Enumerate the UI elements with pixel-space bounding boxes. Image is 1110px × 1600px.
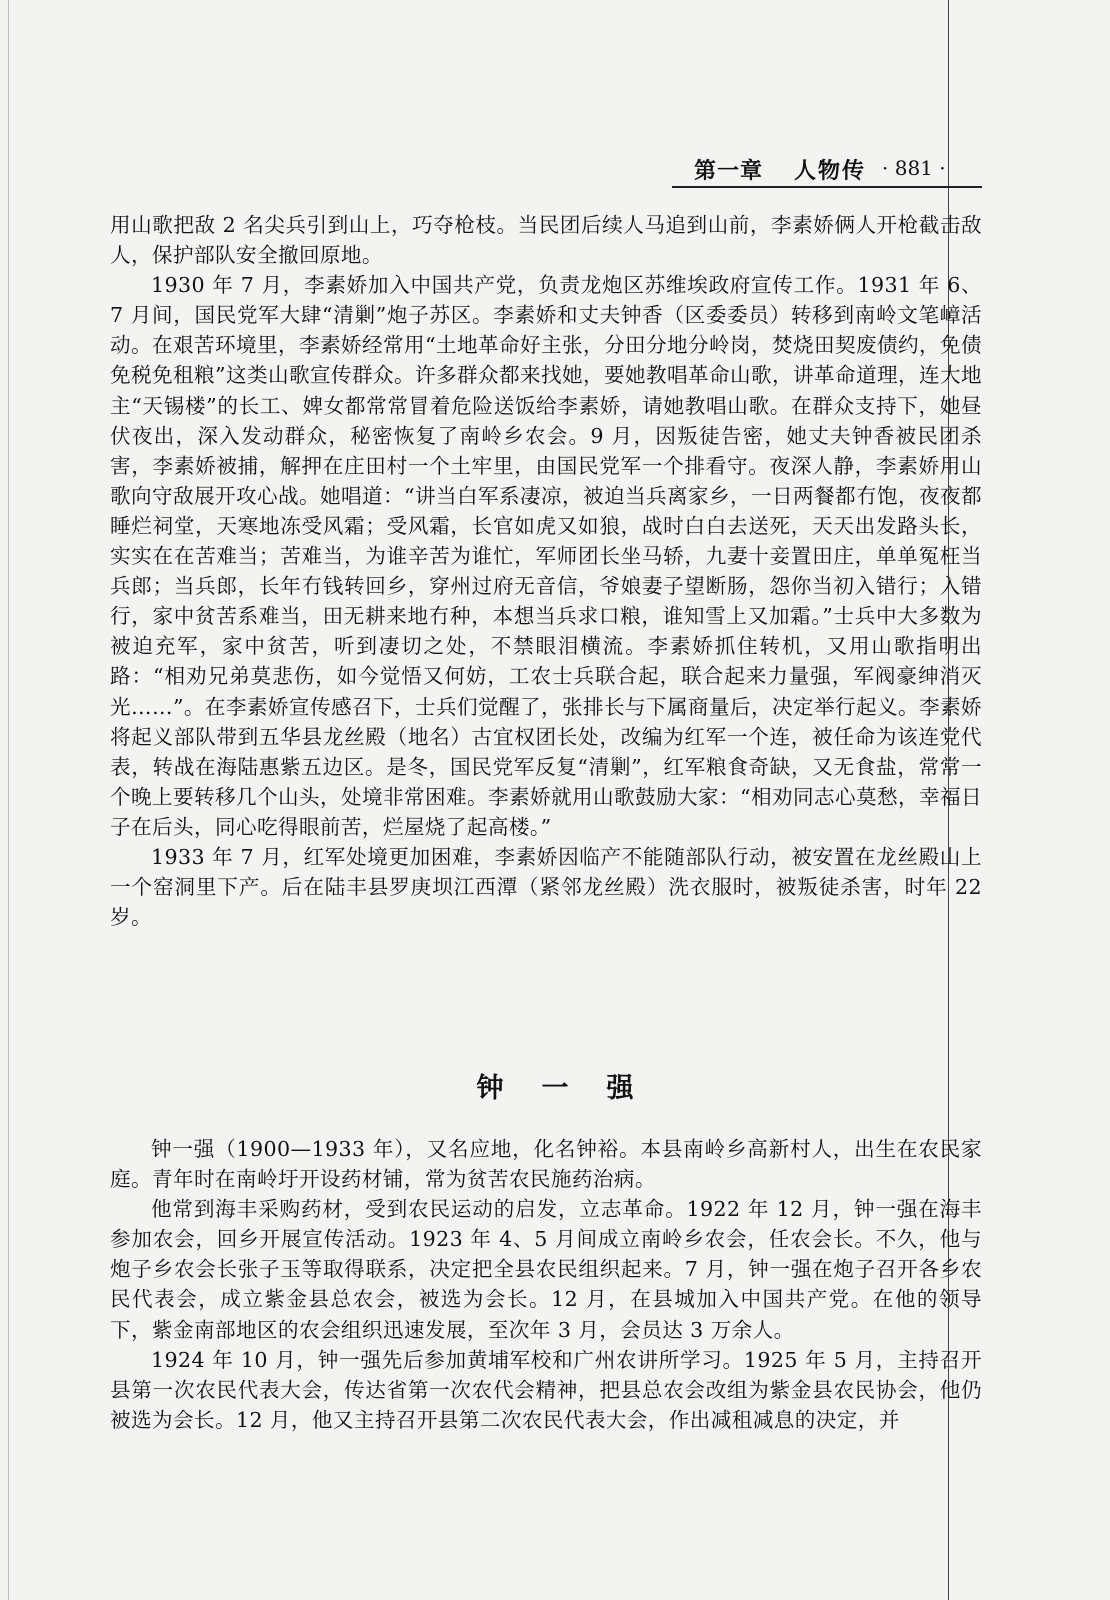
paragraph: 1924 年 10 月，钟一强先后参加黄埔军校和广州农讲所学习。1925 年 5 月，主持召开县第一次农民代表大会，传达省第一次农代会精神，把县总农会改组为紫金县农民协会，他仍被选为会长。12 月，他又主持召开县第二次农民代表大会，作出减租减息的决定，并 xyxy=(110,1347,982,1432)
top-text-block xyxy=(110,210,982,932)
paragraph: 1930 年 7 月，李素娇加入中国共产党，负责龙炮区苏维埃政府宣传工作。1931 年 6、7 月间，国民党军大肆“清剿”炮子苏区。李素娇和丈夫钟香（区委委员）转移到南岭文笔嶂活动。在艰苦环境里，李素娇经常用“土地革命好主张，分田分地分岭岗，焚烧田契废债约，免债免税免租粮”这类山歌宣传群众。许多群众都来找她，要她教唱革命山歌，讲革命道理，连大地主“天锡楼”的长工、婢女都常常冒着危险送饭给李素娇，请她教唱山歌。在群众支持下，她昼伏夜出，深入发动群众，秘密恢复了南岭乡农会。9 月，因叛徒告密，她丈夫钟香被民团杀害，李素娇被捕，解押在庄田村一个土牢里，由国民党军一个排看守。夜深人静，李素娇用山歌向守敌展开攻心战。她唱道：“讲当白军系凄凉，被迫当兵离家乡，一日两餐都冇饱，夜夜都睡烂祠堂，天寒地冻受风霜；受风霜，长官如虎又如狼，战时白白去送死，天天出发路头长，实实在在苦难当；苦难当，为谁辛苦为谁忙，军师团长坐马轿，九妻十妾置田庄，单单冤枉当兵郎；当兵郎，长年冇钱转回乡，穿州过府无音信，爷娘妻子望断肠，怨你当初入错行；入错行，家中贫苦系难当，田无耕来地冇种，本想当兵求口粮，谁知雪上又加霜。”士兵中大多数为被迫充军，家中贫苦，听到凄切之处，不禁眼泪横流。李素娇抓住转机，又用山歌指明出路：“相劝兄弟莫悲伤，如今觉悟又何妨，工农士兵联合起，联合起来力量强，军阀豪绅消灭光……”。在李素娇宣传感召下，士兵们觉醒了，张排长与下属商量后，决定举行起义。李素娇将起义部队带到五华县龙丝殿（地名）古宜权团长处，改编为红军一个连，被任命为该连党代表，转战在海陆惠紫五边区。是冬，国民党军反复“清剿”，红军粮食奇缺，又无食盐，常常一个晚上要转移几个山头，处境非常困难。李素娇就用山歌鼓励大家：“相劝同志心莫愁，幸福日子在后头，同心吃得眼前苦，烂屋烧了起高楼。” xyxy=(110,273,982,839)
running-head xyxy=(672,150,982,188)
paragraph: 他常到海丰采购药材，受到农民运动的启发，立志革命。1922 年 12 月，钟一强在海丰参加农会，回乡开展宣传活动。1923 年 4、5 月间成立南岭乡农会，任农会长。不久，他与炮子乡农会长张子玉等取得联系，决定把全县农民组织起来。7 月，钟一强在炮子召开各乡农民代表会，成立紫金县总农会，被选为会长。12 月，在县城加入中国共产党。在他的领导下，紫金南部地区的农会组织迅速发展，至次年 3 月，会员达 3 万余人。 xyxy=(110,1197,982,1342)
chapter-label: 第一章 xyxy=(694,158,764,184)
paragraph: 1933 年 7 月，红军处境更加困难，李素娇因临产不能随部队行动，被安置在龙丝殿山上一个窑洞里下产。后在陆丰县罗庚坝江西潭（紧邻龙丝殿）洗衣服时，被叛徒杀害，时年 22 岁。 xyxy=(110,844,982,930)
paragraph: 用山歌把敌 2 名尖兵引到山上，巧夺枪枝。当民团后续人马追到山前，李素娇俩人开枪截击敌人，保护部队安全撤回原地。 xyxy=(110,213,982,268)
page-number: · 881 · xyxy=(882,156,946,180)
scan-edge-line xyxy=(8,0,9,1600)
biography-heading: 钟一强 xyxy=(476,1073,672,1104)
paragraph: 钟一强（1900—1933 年），又名应地，化名钟裕。本县南岭乡高新村人，出生在农民家庭。青年时在南岭圩开设药材铺，常为贫苦农民施药治病。 xyxy=(110,1137,982,1192)
biography-text-block xyxy=(110,1134,982,1435)
section-label: 人物传 xyxy=(794,158,867,184)
